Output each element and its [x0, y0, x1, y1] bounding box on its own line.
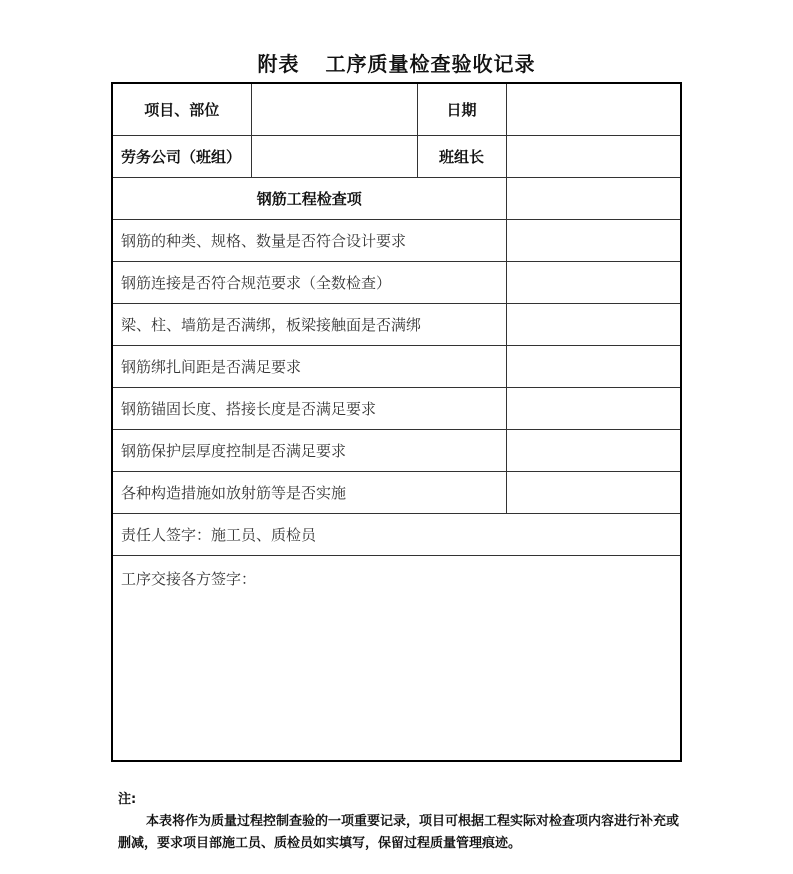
title-main: 工序质量检查验收记录 [325, 52, 536, 76]
handover-sign-field[interactable]: 工序交接各方签字： [112, 555, 681, 761]
check-item-row [112, 303, 681, 345]
section-result-cell [506, 177, 681, 219]
check-item-row [112, 387, 681, 429]
project-value-cell[interactable] [251, 83, 417, 135]
check-item-result-cell[interactable] [506, 219, 681, 261]
check-item-label: 钢筋保护层厚度控制是否满足要求 [112, 429, 506, 471]
project-label: 项目、部位 [112, 83, 251, 135]
check-item-label: 梁、柱、墙筋是否满绑，板梁接触面是否满绑 [112, 303, 506, 345]
leader-label: 班组长 [417, 135, 506, 177]
check-item-row [112, 261, 681, 303]
check-item-result-cell[interactable] [506, 387, 681, 429]
company-row [112, 135, 681, 177]
page-title [0, 48, 793, 77]
check-item-label: 钢筋连接是否符合规范要求（全数检查） [112, 261, 506, 303]
company-value-cell[interactable] [251, 135, 417, 177]
note-label: 注: [118, 792, 137, 807]
company-label: 劳务公司（班组） [112, 135, 251, 177]
date-value-cell[interactable] [506, 83, 681, 135]
check-item-row [112, 429, 681, 471]
section-title: 钢筋工程检查项 [112, 177, 506, 219]
check-item-row [112, 471, 681, 513]
inspection-form-table [111, 82, 682, 762]
check-item-label: 各种构造措施如放射筋等是否实施 [112, 471, 506, 513]
section-row [112, 177, 681, 219]
check-item-result-cell[interactable] [506, 261, 681, 303]
check-item-row [112, 345, 681, 387]
check-item-label: 钢筋的种类、规格、数量是否符合设计要求 [112, 219, 506, 261]
handover-sign-row [112, 555, 681, 761]
check-item-result-cell[interactable] [506, 303, 681, 345]
note-text: 本表将作为质量过程控制查验的一项重要记录，项目可根据工程实际对检查项内容进行补充或删减，要求项目部施工员、质检员如实填写，保留过程质量管理痕迹。 [118, 814, 680, 851]
responsible-sign-row [112, 513, 681, 555]
responsible-sign-field[interactable]: 责任人签字：施工员、质检员 [112, 513, 681, 555]
notes-block [118, 789, 688, 855]
date-label: 日期 [417, 83, 506, 135]
title-prefix: 附表 [257, 52, 300, 76]
project-row [112, 83, 681, 135]
check-item-result-cell[interactable] [506, 345, 681, 387]
check-item-row [112, 219, 681, 261]
leader-value-cell[interactable] [506, 135, 681, 177]
check-item-label: 钢筋绑扎间距是否满足要求 [112, 345, 506, 387]
check-item-result-cell[interactable] [506, 429, 681, 471]
check-item-result-cell[interactable] [506, 471, 681, 513]
check-item-label: 钢筋锚固长度、搭接长度是否满足要求 [112, 387, 506, 429]
